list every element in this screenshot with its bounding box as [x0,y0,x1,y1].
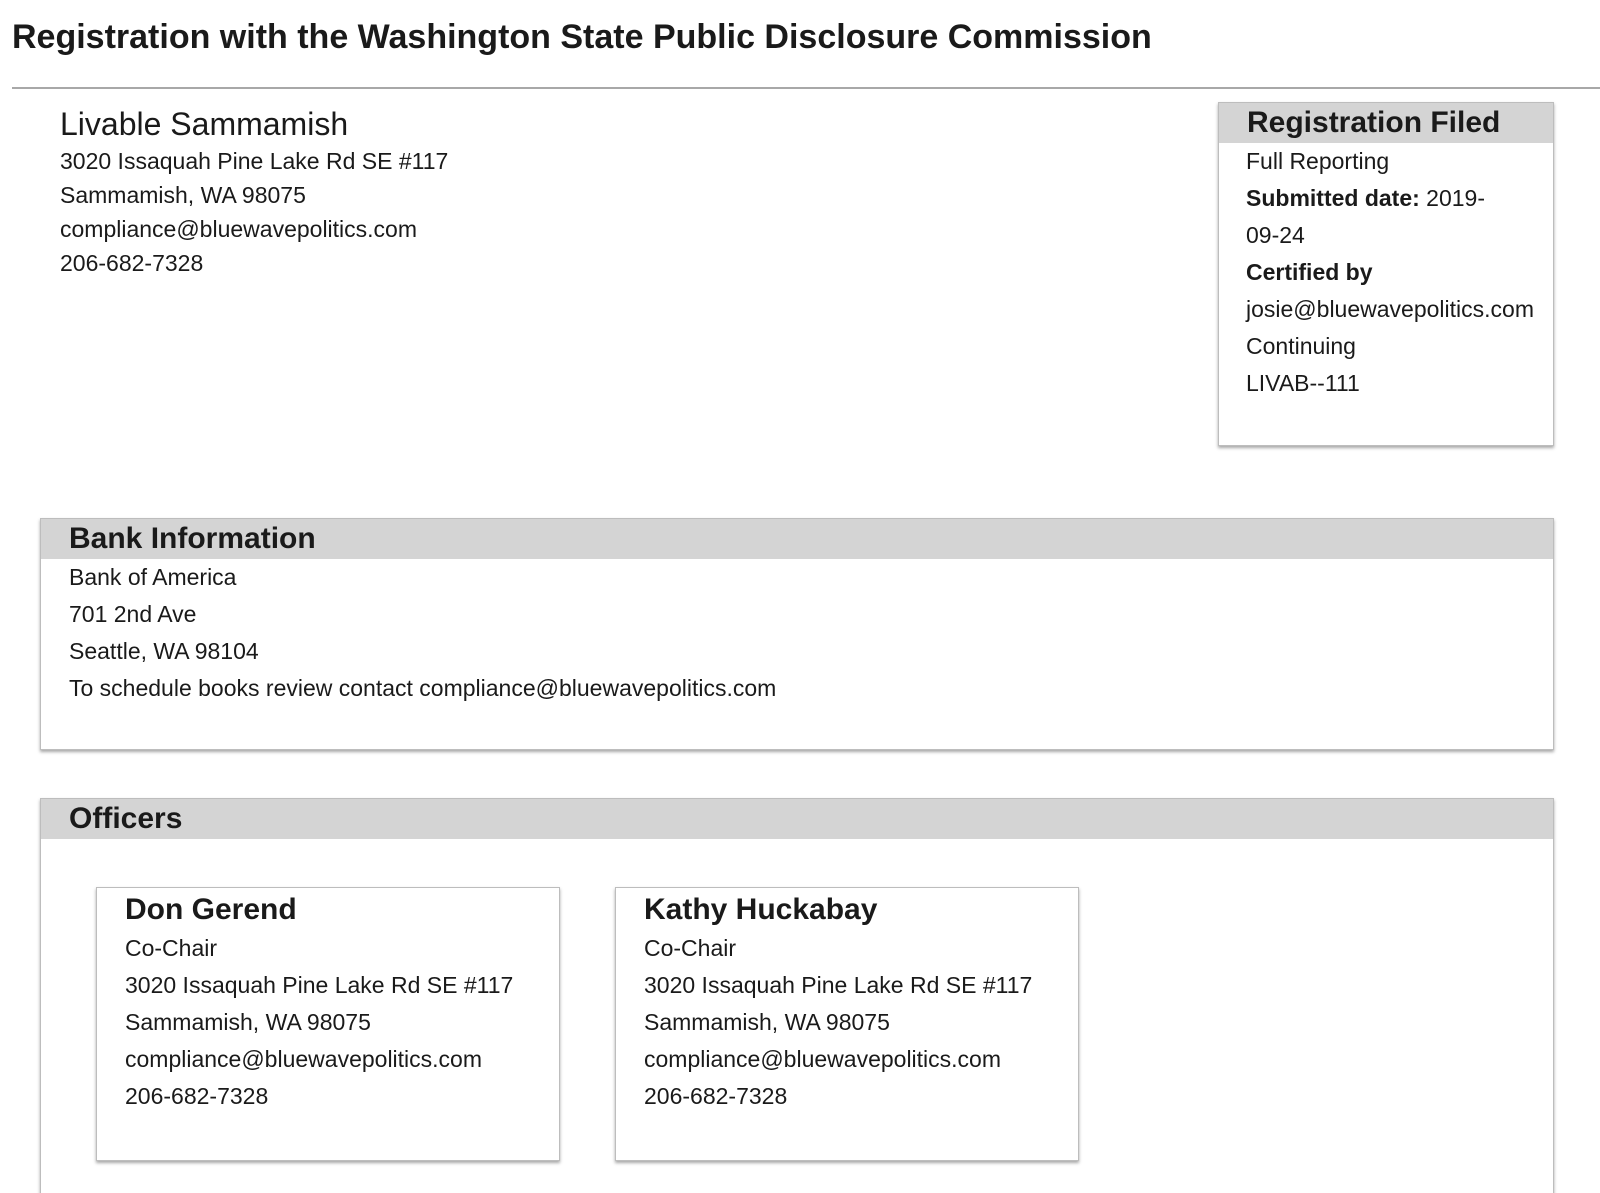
certified-by-value: josie@bluewavepolitics.com [1246,296,1534,322]
officer-address-line2: Sammamish, WA 98075 [644,1009,890,1035]
bank-name: Bank of America [69,564,237,590]
officer-card [615,887,1079,1161]
officer-name: Don Gerend [125,893,297,926]
submitted-date-label: Submitted date: [1246,185,1420,211]
certified-by-label: Certified by [1246,259,1373,285]
officer-address-line1: 3020 Issaquah Pine Lake Rd SE #117 [125,972,514,998]
registration-status: Continuing [1246,333,1356,359]
officer-address-line1: 3020 Issaquah Pine Lake Rd SE #117 [644,972,1033,998]
title-divider [12,87,1600,89]
officers-panel [40,798,1554,1193]
bank-information-body [41,559,1553,707]
bank-address-line1: 701 2nd Ave [69,601,197,627]
reporting-type: Full Reporting [1246,148,1390,174]
officers-heading: Officers [41,799,1553,839]
officer-email: compliance@bluewavepolitics.com [644,1046,1002,1072]
committee-phone: 206-682-7328 [60,250,204,276]
bank-note: To schedule books review contact compliance@bluewavepolitics.com [69,675,777,701]
submitted-date-value-part2: 09-24 [1246,222,1305,248]
committee-address-line1: 3020 Issaquah Pine Lake Rd SE #117 [60,148,449,174]
officer-phone: 206-682-7328 [644,1083,788,1109]
committee-email: compliance@bluewavepolitics.com [60,216,418,242]
registration-filed-heading: Registration Filed [1219,103,1553,143]
committee-address-line2: Sammamish, WA 98075 [60,182,306,208]
bank-information-panel [40,518,1554,750]
submitted-date-value-part1: 2019- [1426,185,1485,211]
committee-name: Livable Sammamish [60,106,349,142]
page-title: Registration with the Washington State Public Disclosure Commission [12,18,1152,56]
officer-card [96,887,560,1161]
filer-id: LIVAB--111 [1246,370,1360,396]
officer-email: compliance@bluewavepolitics.com [125,1046,483,1072]
officer-address-line2: Sammamish, WA 98075 [125,1009,371,1035]
officer-title: Co-Chair [644,935,737,961]
bank-information-heading: Bank Information [41,519,1553,559]
officer-phone: 206-682-7328 [125,1083,269,1109]
registration-filed-body [1219,143,1553,402]
officer-name: Kathy Huckabay [644,893,878,926]
officer-title: Co-Chair [125,935,218,961]
registration-filed-panel [1218,102,1554,446]
submitted-date-row [1246,180,1553,217]
bank-address-line2: Seattle, WA 98104 [69,638,259,664]
committee-info [60,104,448,280]
